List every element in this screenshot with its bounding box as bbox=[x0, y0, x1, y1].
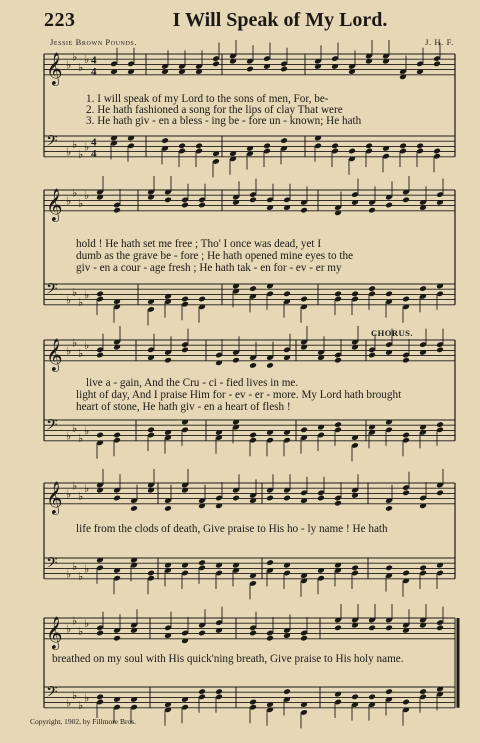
system-4-treble-note-head bbox=[436, 490, 444, 497]
system-1-treble-flat-icon: ♭ bbox=[66, 58, 72, 72]
system-2-bass-note-head bbox=[249, 285, 257, 292]
system-2-bass-note-head bbox=[402, 296, 410, 303]
system-4-treble-note-head bbox=[266, 495, 274, 502]
system-1-bass-flat-icon: ♭ bbox=[72, 137, 78, 151]
system-3-bass-note-head bbox=[402, 432, 410, 439]
system-1-treble-flat-icon: ♭ bbox=[72, 50, 78, 64]
system-1-verse-1: 1. I will speak of my Lord to the sons of men, For, be- bbox=[86, 93, 329, 105]
system-1-bass-note-head bbox=[178, 143, 186, 150]
system-3-treble-note-head bbox=[249, 362, 257, 369]
system-3-bass-note-head bbox=[249, 432, 257, 439]
system-3-bass-note-head bbox=[147, 427, 155, 434]
system-2-bass-note-head bbox=[198, 296, 206, 303]
system-3-bass-note-head bbox=[436, 421, 444, 428]
system-4-bass-note-head bbox=[402, 570, 410, 577]
system-1-bass-note-head bbox=[399, 143, 407, 150]
system-2-treble-flat-icon: ♭ bbox=[66, 194, 72, 208]
system-5-bass-flat-icon: ♭ bbox=[66, 696, 72, 710]
system-1-bass-note-head bbox=[161, 137, 169, 144]
system-2-verse-1: hold ! He hath set me free ; Tho' I once was dead, yet I bbox=[76, 238, 322, 250]
system-3-verse-1: live a - gain, And the Cru - ci - fied lives in me. bbox=[86, 377, 299, 389]
system-3-bass-flat-icon: ♭ bbox=[72, 421, 78, 435]
hymn-title: I Will Speak of My Lord. bbox=[172, 9, 388, 31]
system-5-bass-flat-icon: ♭ bbox=[72, 688, 78, 702]
system-2-treble-note-head bbox=[368, 207, 376, 214]
system-2-treble-note-head bbox=[300, 207, 308, 214]
system-4-treble-flat-icon: ♭ bbox=[78, 490, 84, 503]
system-2-treble-note-head bbox=[164, 197, 172, 204]
system-5-treble-flat-icon: ♭ bbox=[78, 625, 84, 638]
system-1-bass-note-head bbox=[365, 143, 373, 150]
system-4-bass-flat-icon: ♭ bbox=[78, 570, 84, 584]
system-1-treble-flat-icon: ♭ bbox=[78, 61, 84, 74]
system-2-treble-flat-icon: ♭ bbox=[72, 186, 78, 200]
system-5-treble-note-head bbox=[436, 625, 444, 632]
system-2-treble-note-head bbox=[198, 202, 206, 209]
system-3-bass-flat-icon: ♭ bbox=[84, 424, 90, 438]
system-5-bass-note-head bbox=[249, 699, 257, 706]
system-4-bass-note-head bbox=[198, 559, 206, 566]
system-4-bass-flat-icon: ♭ bbox=[72, 559, 78, 573]
system-2-bass-note-head bbox=[283, 291, 291, 298]
system-1-bass-flat-icon: ♭ bbox=[84, 140, 90, 154]
words-credit: Jessie Brown Pounds. bbox=[50, 37, 138, 47]
system-2-bass-clef-icon: 𝄢 bbox=[46, 280, 58, 302]
system-2-bass-flat-icon: ♭ bbox=[72, 285, 78, 299]
system-3-treble-note-head bbox=[164, 357, 172, 364]
system-5-treble-note-head bbox=[300, 635, 308, 642]
system-2-bass-flat-icon: ♭ bbox=[66, 293, 72, 307]
system-4-treble-note-head bbox=[317, 495, 325, 502]
system-4-treble-note-head bbox=[164, 505, 172, 512]
system-1-verse-3: 3. He hath giv - en a bless - ing be - fore un - known; He hath bbox=[86, 115, 362, 127]
system-3-bass-note-head bbox=[113, 432, 121, 439]
system-5-bass-note-head bbox=[368, 694, 376, 701]
system-1-bass-time-signature-top: 4 bbox=[91, 136, 97, 149]
system-2-treble-clef-icon: 𝄞 bbox=[46, 187, 63, 221]
system-1-treble-time-signature-top: 4 bbox=[91, 54, 97, 67]
system-1-bass-note-head bbox=[433, 148, 441, 155]
system-1-treble-note-head bbox=[246, 66, 254, 73]
system-1-bass-note-head bbox=[348, 148, 356, 155]
system-2-bass-note-head bbox=[96, 291, 104, 298]
system-2-bass-note-head bbox=[181, 296, 189, 303]
system-1-bass-clef-icon: 𝄢 bbox=[46, 132, 58, 154]
system-3-treble-flat-icon: ♭ bbox=[84, 339, 90, 353]
system-5-lyric: breathed on my soul with His quick'ning breath, Give praise to His holy name. bbox=[52, 653, 404, 665]
system-1-treble-clef-icon: 𝄞 bbox=[46, 51, 63, 85]
system-4-bass-note-head bbox=[147, 570, 155, 577]
system-2-bass-flat-icon: ♭ bbox=[78, 296, 84, 310]
system-4-treble-flat-icon: ♭ bbox=[72, 479, 78, 493]
system-5-treble-flat-icon: ♭ bbox=[72, 614, 78, 628]
system-5-treble-clef-icon: 𝄞 bbox=[46, 615, 63, 649]
system-1-bass-note-head bbox=[195, 143, 203, 150]
system-3-bass-clef-icon: 𝄢 bbox=[46, 416, 58, 438]
system-4-treble-note-head bbox=[113, 495, 121, 502]
system-2-treble-note-head bbox=[402, 197, 410, 204]
system-5-treble-note-head bbox=[368, 625, 376, 632]
system-5-treble-note-head bbox=[385, 625, 393, 632]
system-2-bass-note-head bbox=[368, 285, 376, 292]
system-3-treble-note-head bbox=[181, 347, 189, 354]
system-2-treble-flat-icon: ♭ bbox=[78, 197, 84, 210]
system-1-verse-2: 2. He hath fashioned a song for the lips of clay That were bbox=[86, 104, 343, 116]
system-2-treble-note-head bbox=[113, 207, 121, 214]
system-4-lyric: life from the clods of death, Give praise to His ho - ly name ! He hath bbox=[76, 523, 388, 535]
system-5-treble-flat-icon: ♭ bbox=[66, 622, 72, 636]
system-1-bass-flat-icon: ♭ bbox=[78, 148, 84, 162]
system-1-treble-note-head bbox=[280, 66, 288, 73]
system-2-bass-note-head bbox=[385, 291, 393, 298]
chorus-label: CHORUS. bbox=[371, 328, 413, 338]
system-2-treble-note-head bbox=[385, 202, 393, 209]
system-4-treble-flat-icon: ♭ bbox=[84, 482, 90, 496]
system-3-treble-note-head bbox=[266, 362, 274, 369]
system-4-treble-note-head bbox=[283, 495, 291, 502]
system-3-treble-note-head bbox=[96, 352, 104, 359]
system-4-bass-clef-icon: 𝄢 bbox=[46, 554, 58, 576]
system-1-treble-note-head bbox=[433, 61, 441, 68]
system-4-bass-note-head bbox=[266, 559, 274, 566]
system-5-bass-flat-icon: ♭ bbox=[84, 691, 90, 705]
system-5-treble-note-head bbox=[249, 630, 257, 637]
system-4-bass-note-head bbox=[419, 565, 427, 572]
system-4-bass-flat-icon: ♭ bbox=[66, 567, 72, 581]
system-3-bass-note-head bbox=[300, 427, 308, 434]
system-3-bass-flat-icon: ♭ bbox=[78, 432, 84, 446]
system-5-bass-note-head bbox=[402, 699, 410, 706]
system-3-treble-clef-icon: 𝄞 bbox=[46, 337, 63, 371]
system-4-treble-clef-icon: 𝄞 bbox=[46, 480, 63, 514]
system-1-bass-note-head bbox=[263, 143, 271, 150]
system-3-treble-note-head bbox=[368, 352, 376, 359]
system-4-treble-note-head bbox=[130, 505, 138, 512]
system-5-treble-note-head bbox=[96, 630, 104, 637]
system-2-verse-2: dumb as the grave be - fore ; He hath opened mine eyes to the bbox=[76, 250, 354, 262]
system-5-bass-note-head bbox=[198, 688, 206, 695]
system-3-treble-flat-icon: ♭ bbox=[72, 336, 78, 350]
system-2-bass-note-head bbox=[419, 285, 427, 292]
system-3-bass-note-head bbox=[334, 421, 342, 428]
system-3-treble-flat-icon: ♭ bbox=[66, 344, 72, 358]
system-1-bass-note-head bbox=[280, 137, 288, 144]
system-5-bass-clef-icon: 𝄢 bbox=[46, 683, 58, 705]
system-1-treble-note-head bbox=[212, 61, 220, 68]
system-3-bass-flat-icon: ♭ bbox=[66, 429, 72, 443]
system-2-bass-flat-icon: ♭ bbox=[84, 288, 90, 302]
system-5-treble-flat-icon: ♭ bbox=[84, 617, 90, 631]
system-5-treble-note-head bbox=[266, 635, 274, 642]
system-5-bass-note-head bbox=[351, 694, 359, 701]
system-4-bass-note-head bbox=[385, 565, 393, 572]
system-4-bass-note-head bbox=[351, 565, 359, 572]
system-3-treble-note-head bbox=[402, 357, 410, 364]
system-4-treble-note-head bbox=[334, 500, 342, 507]
system-3-treble-note-head bbox=[334, 357, 342, 364]
system-5-bass-note-head bbox=[96, 694, 104, 701]
hymn-number: 223 bbox=[44, 9, 76, 31]
system-4-treble-note-head bbox=[402, 490, 410, 497]
system-3-verse-3: heart of stone, He hath giv - en a heart of flesh ! bbox=[76, 401, 291, 413]
system-5-treble-note-head bbox=[113, 635, 121, 642]
system-3-verse-2: light of day, And I praise Him for - ev - er - more. My Lord hath brought bbox=[76, 389, 402, 401]
system-5-treble-note-head bbox=[334, 625, 342, 632]
system-3-bass-note-head bbox=[96, 432, 104, 439]
system-3-treble-note-head bbox=[232, 357, 240, 364]
system-1-treble-time-signature-bottom: 4 bbox=[91, 65, 97, 78]
system-3-treble-note-head bbox=[436, 347, 444, 354]
system-5-bass-flat-icon: ♭ bbox=[78, 699, 84, 713]
system-2-treble-note-head bbox=[249, 197, 257, 204]
system-2-bass-note-head bbox=[334, 291, 342, 298]
system-2-treble-flat-icon: ♭ bbox=[84, 189, 90, 203]
system-5-bass-note-head bbox=[385, 688, 393, 695]
system-3-treble-flat-icon: ♭ bbox=[78, 347, 84, 360]
system-1-bass-flat-icon: ♭ bbox=[66, 145, 72, 159]
system-2-treble-note-head bbox=[181, 202, 189, 209]
system-4-treble-note-head bbox=[232, 495, 240, 502]
system-5-bass-note-head bbox=[215, 688, 223, 695]
copyright-notice: Copyright, 1902, by Fillmore Bros. bbox=[30, 717, 137, 726]
system-1-bass-time-signature-bottom: 4 bbox=[91, 147, 97, 160]
system-4-bass-flat-icon: ♭ bbox=[84, 562, 90, 576]
music-credit: J. H. F. bbox=[425, 37, 454, 47]
system-5-treble-note-head bbox=[198, 630, 206, 637]
system-1-bass-note-head bbox=[331, 143, 339, 150]
system-2-verse-3: giv - en a cour - age fresh ; He hath tak - en for - ev - er my bbox=[76, 262, 342, 274]
system-4-treble-note-head bbox=[385, 505, 393, 512]
system-1-bass-note-head bbox=[416, 143, 424, 150]
system-4-treble-flat-icon: ♭ bbox=[66, 487, 72, 501]
system-1-treble-flat-icon: ♭ bbox=[84, 53, 90, 67]
system-5-bass-note-head bbox=[283, 688, 291, 695]
system-2-bass-note-head bbox=[351, 291, 359, 298]
system-5-bass-note-head bbox=[419, 688, 427, 695]
system-2-bass-note-head bbox=[300, 296, 308, 303]
